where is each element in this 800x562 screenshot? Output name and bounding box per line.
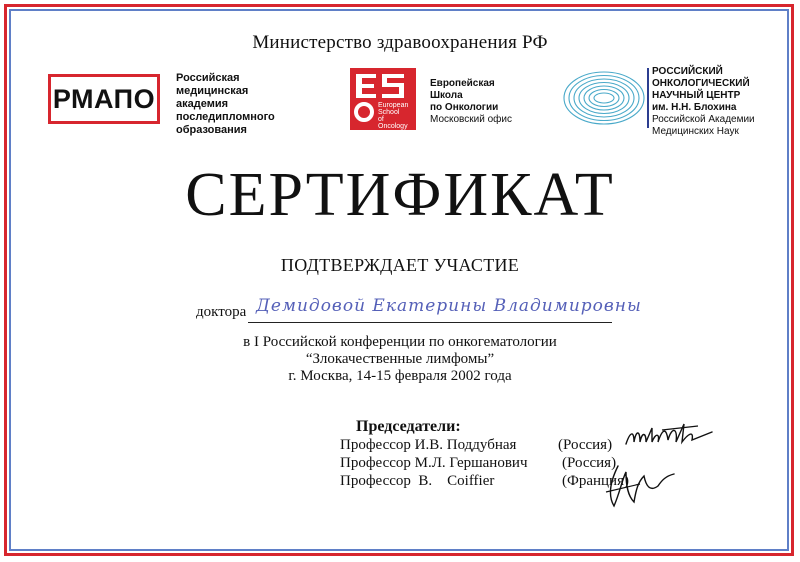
rmapo-line: академия	[176, 98, 229, 110]
doctor-label: доктора	[196, 304, 247, 320]
chair-row	[340, 437, 613, 454]
signature-gershanovich	[600, 462, 680, 512]
conference-date: г. Москва, 14-15 февраля 2002 года	[288, 368, 512, 384]
eso-office: Московский офис	[430, 114, 512, 125]
eso-line: по Онкологии	[430, 102, 499, 113]
blokhin-line: НАУЧНЫЙ ЦЕНТР	[652, 90, 741, 101]
chair-country: (Россия)	[562, 455, 617, 471]
doctor-name-handwritten: Демидовой Екатерины Владимировны	[256, 296, 642, 316]
signature-poddubnaya	[622, 418, 718, 452]
blokhin-line: ОНКОЛОГИЧЕСКИЙ	[652, 78, 750, 89]
chair-name: Профессор В. Coiffier	[340, 473, 495, 489]
blokhin-line: Российской Академии	[652, 114, 755, 125]
conference-line: в I Российской конференции по онкогематологии	[243, 334, 557, 350]
eso-logo-line: Oncology	[378, 123, 408, 130]
chair-country: (Франция)	[562, 473, 629, 489]
eso-logo-line: of	[378, 116, 384, 123]
chair-name: Профессор М.Л. Гершанович	[340, 455, 528, 471]
conference-info	[0, 334, 800, 385]
blokhin-divider	[647, 68, 649, 128]
blokhin-line: РОССИЙСКИЙ	[652, 66, 723, 77]
certificate-title: СЕРТИФИКАТ	[185, 161, 615, 229]
blokhin-line: Медицинских Наук	[652, 126, 739, 137]
rmapo-line: медицинская	[176, 85, 249, 97]
rmapo-line: образования	[176, 124, 247, 136]
eso-line: Школа	[430, 90, 463, 101]
chair-country: (Россия)	[558, 437, 613, 453]
eso-line: Европейская	[430, 78, 495, 89]
doctor-underline	[248, 322, 612, 323]
eso-description	[430, 78, 550, 126]
chair-row	[340, 473, 629, 490]
blokhin-line: им. Н.Н. Блохина	[652, 102, 737, 113]
blokhin-logo-icon	[562, 70, 646, 126]
chair-name: Профессор И.В. Поддубная	[340, 437, 517, 453]
chair-row	[340, 455, 617, 472]
rmapo-line: Российская	[176, 72, 240, 84]
confirms-participation: ПОДТВЕРЖДАЕТ УЧАСТИЕ	[280, 255, 520, 275]
eso-logo-line: School	[378, 109, 400, 116]
chairs-title: Председатели:	[356, 418, 461, 435]
rmapo-logo	[48, 74, 160, 124]
eso-logo	[350, 68, 416, 130]
rmapo-description	[176, 72, 316, 137]
eso-logo-graphic	[350, 68, 416, 130]
blokhin-description	[652, 66, 792, 138]
rmapo-logo-text: РМАПО	[52, 83, 156, 114]
doctor-row	[196, 296, 642, 324]
rmapo-line: последипломного	[176, 111, 275, 123]
ministry-heading: Министерство здравоохранения РФ	[252, 32, 548, 53]
eso-logo-line: European	[378, 102, 409, 109]
conference-name: “Злокачественные лимфомы”	[305, 351, 495, 367]
